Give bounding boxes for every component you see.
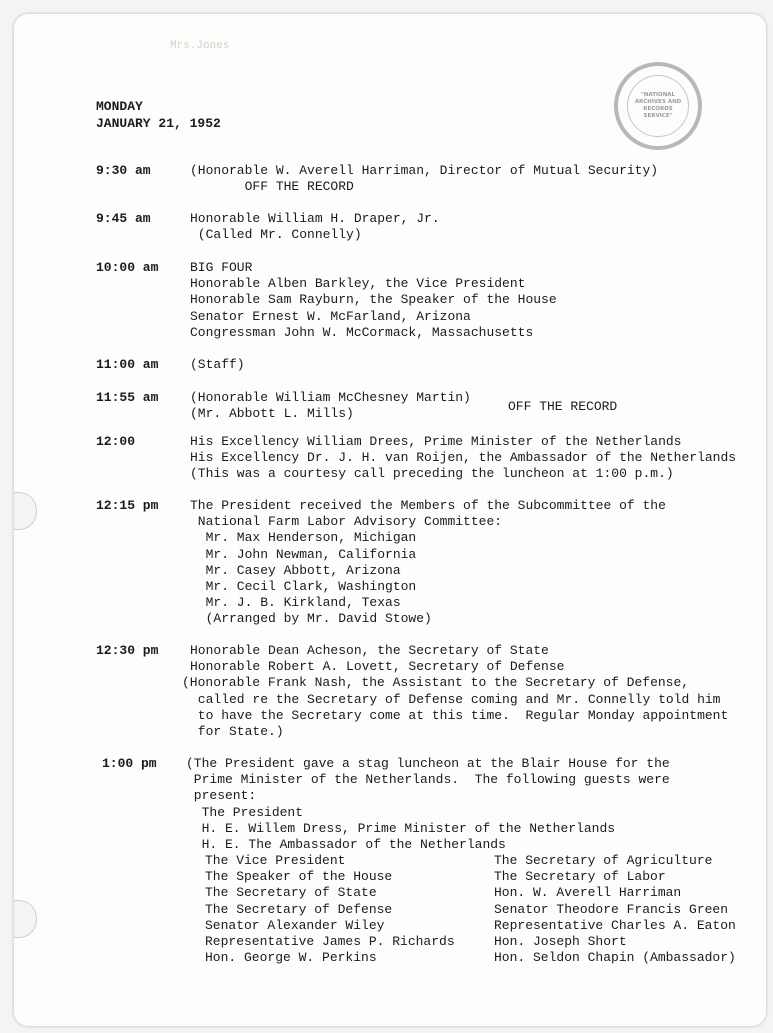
- entry-time: 12:15 pm: [96, 498, 159, 513]
- entry-time: 12:30 pm: [96, 643, 159, 658]
- entry-line: The President: [186, 804, 304, 820]
- entry-line: present:: [186, 788, 257, 804]
- entry-line: Honorable William H. Draper, Jr.: [190, 211, 440, 226]
- faint-bleed-text: Mrs.Jones: [170, 40, 230, 52]
- guest-name: Hon. Seldon Chapin (Ambassador): [494, 950, 736, 966]
- entry-description: [190, 390, 760, 422]
- entry-line: Honorable Sam Rayburn, the Speaker of the House: [190, 292, 557, 308]
- entry-line: Mr. John Newman, California: [190, 546, 417, 562]
- guest-name: The Secretary of Labor: [494, 869, 666, 885]
- entry-line: BIG FOUR: [190, 260, 253, 275]
- entry-line: called re the Secretary of Defense coming and Mr. Connelly told him: [190, 691, 721, 707]
- entry-line: (Called Mr. Connelly): [190, 227, 362, 243]
- entry-line: His Excellency William Drees, Prime Minister of the Netherlands: [190, 434, 682, 449]
- entry-line: H. E. Willem Dress, Prime Minister of the Netherlands: [186, 820, 616, 836]
- guest-name: The Secretary of State: [205, 885, 377, 901]
- guest-name: Senator Theodore Francis Green: [494, 901, 729, 917]
- entry-description: [186, 756, 756, 853]
- entry-line: (Honorable William McChesney Martin): [190, 390, 471, 405]
- guest-name: The Speaker of the House: [205, 869, 393, 885]
- entry-line: Mr. Max Henderson, Michigan: [190, 530, 417, 546]
- guest-name: Representative James P. Richards: [205, 933, 455, 949]
- entry-line: Honorable Alben Barkley, the Vice President: [190, 276, 526, 292]
- entry-line: National Farm Labor Advisory Committee:: [190, 514, 503, 530]
- entry-line: His Excellency Dr. J. H. van Roijen, the Ambassador of the Netherlands: [190, 450, 737, 466]
- guest-name: The Secretary of Agriculture: [494, 853, 713, 868]
- entry-line: (The President gave a stag luncheon at the Blair House for the: [186, 756, 670, 771]
- entry-time: 1:00 pm: [102, 756, 157, 771]
- entry-line: Prime Minister of the Netherlands. The following guests were: [186, 772, 670, 788]
- archive-stamp: [614, 62, 702, 150]
- guest-name: The Secretary of Defense: [205, 901, 393, 917]
- entry-line: to have the Secretary come at this time. Regular Monday appointment: [190, 707, 729, 723]
- entry-line: H. E. The Ambassador of the Netherlands: [186, 836, 506, 852]
- guest-name: Hon. W. Averell Harriman: [494, 885, 682, 901]
- entry-time: 11:55 am: [96, 390, 159, 405]
- entry-time: 12:00: [96, 434, 136, 449]
- entry-line: (Mr. Abbott L. Mills): [190, 406, 354, 422]
- guest-name: The Vice President: [205, 853, 346, 868]
- entry-description: [190, 434, 760, 483]
- entry-line: (Staff): [190, 357, 245, 372]
- date-header: [96, 98, 221, 132]
- entry-time: 10:00 am: [96, 260, 159, 275]
- entry-line: (Arranged by Mr. David Stowe): [190, 611, 432, 627]
- entry-description: [190, 357, 760, 373]
- entry-line: for State.): [190, 723, 284, 739]
- entry-description: [190, 163, 760, 195]
- off-the-record-note: OFF THE RECORD: [508, 399, 618, 414]
- entry-time: 9:30 am: [96, 163, 151, 178]
- entry-line: Senator Ernest W. McFarland, Arizona: [190, 308, 471, 324]
- entry-line: Honorable Dean Acheson, the Secretary of State: [190, 643, 549, 658]
- entry-line: Mr. Cecil Clark, Washington: [190, 578, 417, 594]
- entry-time: 11:00 am: [96, 357, 159, 372]
- guest-name: Senator Alexander Wiley: [205, 917, 385, 933]
- entry-line: Congressman John W. McCormack, Massachusetts: [190, 324, 534, 340]
- entry-description: [182, 643, 760, 740]
- archive-stamp-text: "NATIONAL ARCHIVES AND RECORDS SERVICE": [627, 75, 689, 137]
- entry-line: Mr. J. B. Kirkland, Texas: [190, 595, 401, 611]
- guest-name: Hon. Joseph Short: [494, 933, 627, 949]
- guest-name: Hon. George W. Perkins: [205, 950, 377, 966]
- entry-description: [190, 498, 760, 628]
- guest-name: Representative Charles A. Eaton: [494, 917, 736, 933]
- entry-line: (Honorable W. Averell Harriman, Director of Mutual Security): [190, 163, 659, 178]
- entry-description: [190, 260, 760, 341]
- entry-line: (Honorable Frank Nash, the Assistant to the Secretary of Defense,: [182, 675, 690, 691]
- day-label: MONDAY: [96, 99, 143, 114]
- date-label: JANUARY 21, 1952: [96, 116, 221, 131]
- entry-line: Honorable Robert A. Lovett, Secretary of Defense: [190, 659, 565, 675]
- entry-line: OFF THE RECORD: [190, 179, 354, 195]
- entry-line: (This was a courtesy call preceding the luncheon at 1:00 p.m.): [190, 466, 674, 482]
- entry-line: The President received the Members of the Subcommittee of the: [190, 498, 666, 513]
- entry-line: Mr. Casey Abbott, Arizona: [190, 562, 401, 578]
- entry-time: 9:45 am: [96, 211, 151, 226]
- guest-list-right: [494, 853, 764, 966]
- entry-description: [190, 211, 760, 243]
- guest-list-left: [205, 853, 485, 966]
